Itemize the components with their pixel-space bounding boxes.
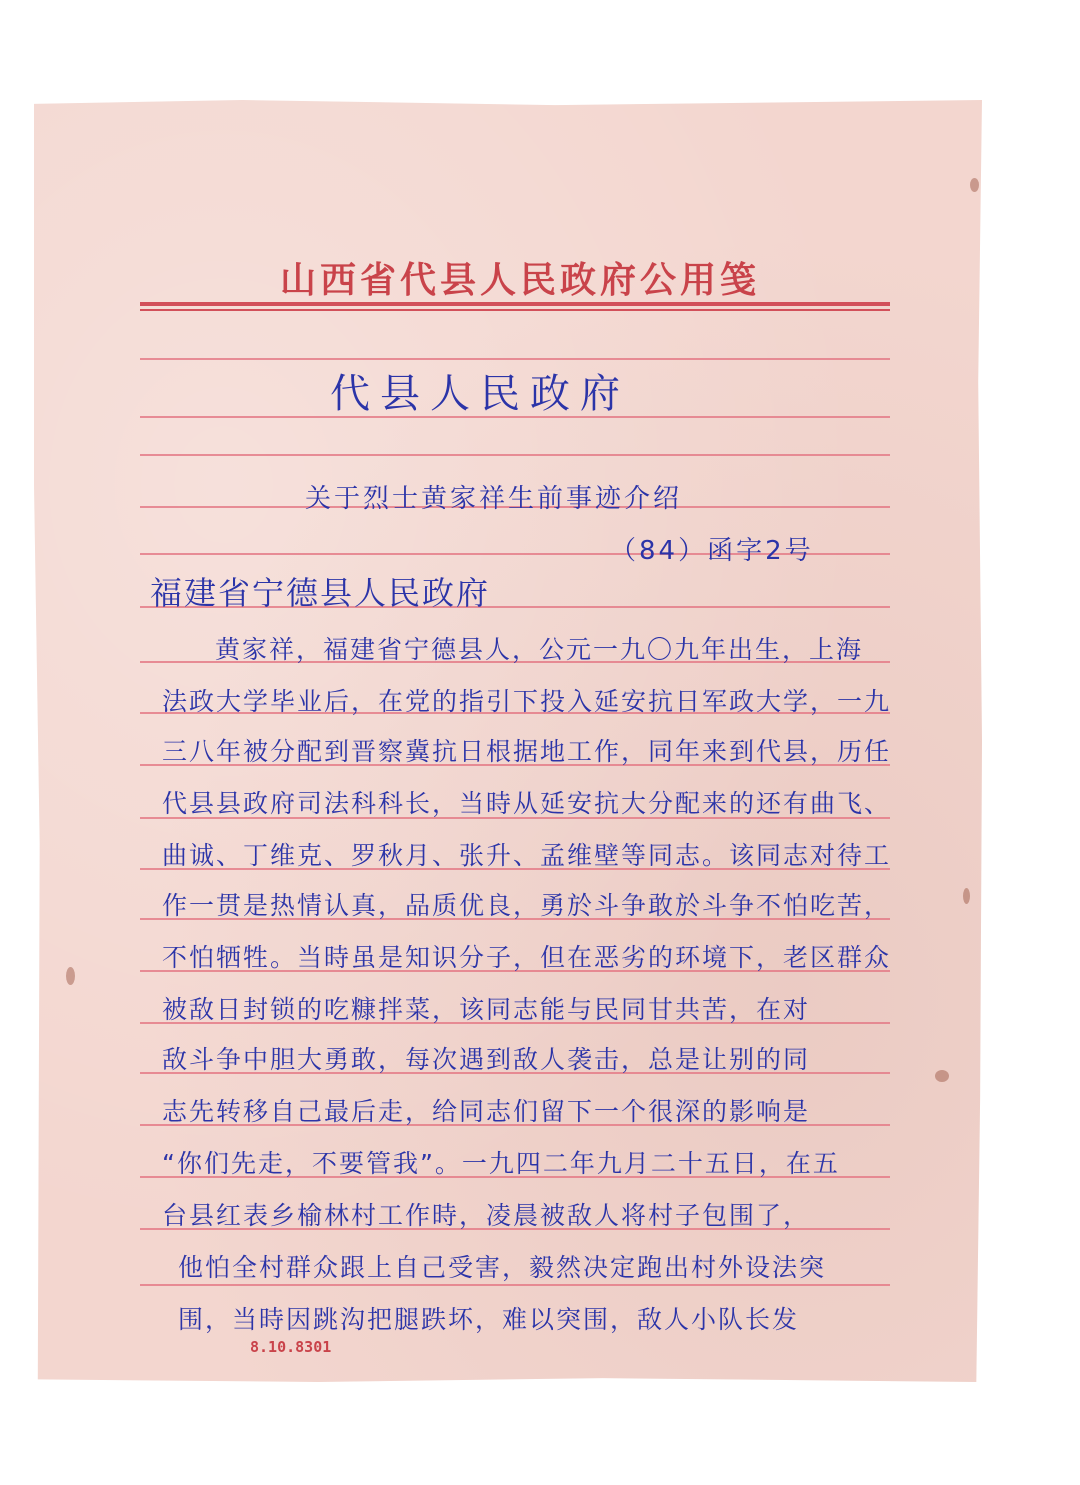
letterhead-title: 山西省代县人民政府公用笺	[279, 259, 760, 301]
body-line: 敌斗争中胆大勇敢，每次遇到敌人袭击，总是让别的同	[162, 1045, 811, 1074]
ruled-line	[140, 358, 890, 360]
body-line: 作一贯是热情认真，品质优良，勇於斗争敢於斗争不怕吃苦，	[162, 891, 892, 920]
stain-mark	[970, 178, 979, 192]
letterhead-rule-thin	[140, 309, 890, 311]
body-line: 被敌日封锁的吃糠拌菜，该同志能与民同甘共苦，在对	[162, 995, 811, 1024]
recipient-line: 福建省宁德县人民政府	[150, 574, 491, 612]
body-line: 台县红表乡榆林村工作時，凌晨被敌人将村子包围了，	[162, 1201, 811, 1230]
document-number: （84）函字2号	[610, 536, 814, 566]
ruled-line	[140, 1284, 890, 1286]
issuing-organization: 代县人民政府	[330, 371, 630, 417]
body-line: 不怕牺牲。当時虽是知识分子，但在恶劣的环境下，老区群众	[162, 943, 892, 972]
ruled-line	[140, 454, 890, 456]
body-line: 法政大学毕业后，在党的指引下投入延安抗日军政大学，一九	[162, 687, 892, 716]
body-line: 围，当時因跳沟把腿跌坏，难以突围，敌人小队长发	[178, 1305, 800, 1334]
body-line: 曲诚、丁维克、罗秋月、张升、孟维壁等同志。该同志对待工	[162, 841, 892, 870]
body-line: “你们先走，不要管我”。一九四二年九月二十五日，在五	[162, 1149, 840, 1178]
stain-mark	[66, 967, 75, 985]
body-line: 他怕全村群众跟上自己受害，毅然决定跑出村外设法突	[178, 1253, 827, 1282]
body-line: 三八年被分配到晋察冀抗日根据地工作，同年来到代县，历任	[162, 737, 892, 766]
letterhead-rule	[140, 302, 890, 306]
body-line: 代县县政府司法科科长，当時从延安抗大分配来的还有曲飞、	[162, 789, 892, 818]
body-line: 黄家祥，福建省宁德县人，公元一九〇九年出生，上海	[215, 635, 864, 664]
print-code: 8.10.8301	[250, 1338, 332, 1356]
stain-mark	[963, 888, 970, 904]
body-line: 志先转移自己最后走，给同志们留下一个很深的影响是	[162, 1097, 811, 1126]
document-subject: 关于烈士黄家祥生前事迹介绍	[305, 484, 683, 514]
stain-mark	[935, 1070, 949, 1082]
